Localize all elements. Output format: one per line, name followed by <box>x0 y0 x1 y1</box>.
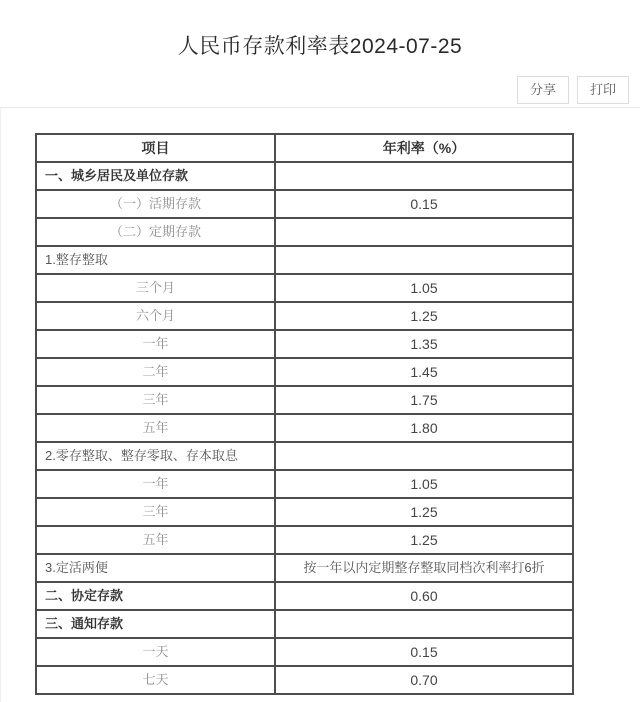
table-row <box>36 358 573 386</box>
item-cell: 七天 <box>36 666 275 694</box>
table-row <box>36 190 573 218</box>
item-cell: 二年 <box>36 358 275 386</box>
table-row <box>36 330 573 358</box>
table-row <box>36 610 573 638</box>
table-header-row <box>36 134 573 162</box>
item-cell: 2.零存整取、整存零取、存本取息 <box>36 442 275 470</box>
rate-cell: 0.15 <box>275 190 573 218</box>
rate-cell <box>275 218 573 246</box>
rate-cell: 1.25 <box>275 526 573 554</box>
rate-cell: 1.05 <box>275 274 573 302</box>
rate-cell: 1.35 <box>275 330 573 358</box>
table-row <box>36 386 573 414</box>
item-cell: 五年 <box>36 414 275 442</box>
item-cell: 三年 <box>36 386 275 414</box>
item-cell: 1.整存整取 <box>36 246 275 274</box>
rate-cell: 1.45 <box>275 358 573 386</box>
table-row <box>36 218 573 246</box>
table-row <box>36 274 573 302</box>
rate-cell: 0.60 <box>275 582 573 610</box>
item-cell: 三、通知存款 <box>36 610 275 638</box>
item-cell: 一天 <box>36 638 275 666</box>
table-row <box>36 498 573 526</box>
table-row <box>36 638 573 666</box>
rate-cell: 0.70 <box>275 666 573 694</box>
rate-cell: 1.75 <box>275 386 573 414</box>
rate-cell: 1.25 <box>275 498 573 526</box>
item-cell: 一、城乡居民及单位存款 <box>36 162 275 190</box>
item-cell: 三个月 <box>36 274 275 302</box>
table-row <box>36 414 573 442</box>
rate-cell: 1.25 <box>275 302 573 330</box>
print-button[interactable]: 打印 <box>577 76 629 104</box>
column-header-item: 项目 <box>36 134 275 162</box>
rate-cell <box>275 442 573 470</box>
column-header-rate: 年利率（%） <box>275 134 573 162</box>
item-cell: 一年 <box>36 330 275 358</box>
table-row <box>36 470 573 498</box>
share-button[interactable]: 分享 <box>517 76 569 104</box>
rate-cell: 1.05 <box>275 470 573 498</box>
page-title: 人民币存款利率表2024-07-25 <box>177 35 463 58</box>
rates-table <box>35 133 574 695</box>
table-row <box>36 246 573 274</box>
header-divider <box>0 107 640 108</box>
rate-cell: 0.15 <box>275 638 573 666</box>
item-cell: 一年 <box>36 470 275 498</box>
table-body <box>36 162 573 694</box>
table-row <box>36 526 573 554</box>
table-row <box>36 302 573 330</box>
table-row <box>36 582 573 610</box>
rate-cell <box>275 610 573 638</box>
action-buttons <box>517 76 629 104</box>
rate-cell: 1.80 <box>275 414 573 442</box>
content-left-edge <box>0 108 1 702</box>
item-cell: 3.定活两便 <box>36 554 275 582</box>
rate-cell <box>275 162 573 190</box>
table-row <box>36 162 573 190</box>
item-cell: （一）活期存款 <box>36 190 275 218</box>
item-cell: 五年 <box>36 526 275 554</box>
rate-cell <box>275 246 573 274</box>
item-cell: 三年 <box>36 498 275 526</box>
table-row <box>36 666 573 694</box>
item-cell: 六个月 <box>36 302 275 330</box>
table-row <box>36 442 573 470</box>
item-cell: （二）定期存款 <box>36 218 275 246</box>
table-row <box>36 554 573 582</box>
rate-cell: 按一年以内定期整存整取同档次利率打6折 <box>275 554 573 582</box>
item-cell: 二、协定存款 <box>36 582 275 610</box>
